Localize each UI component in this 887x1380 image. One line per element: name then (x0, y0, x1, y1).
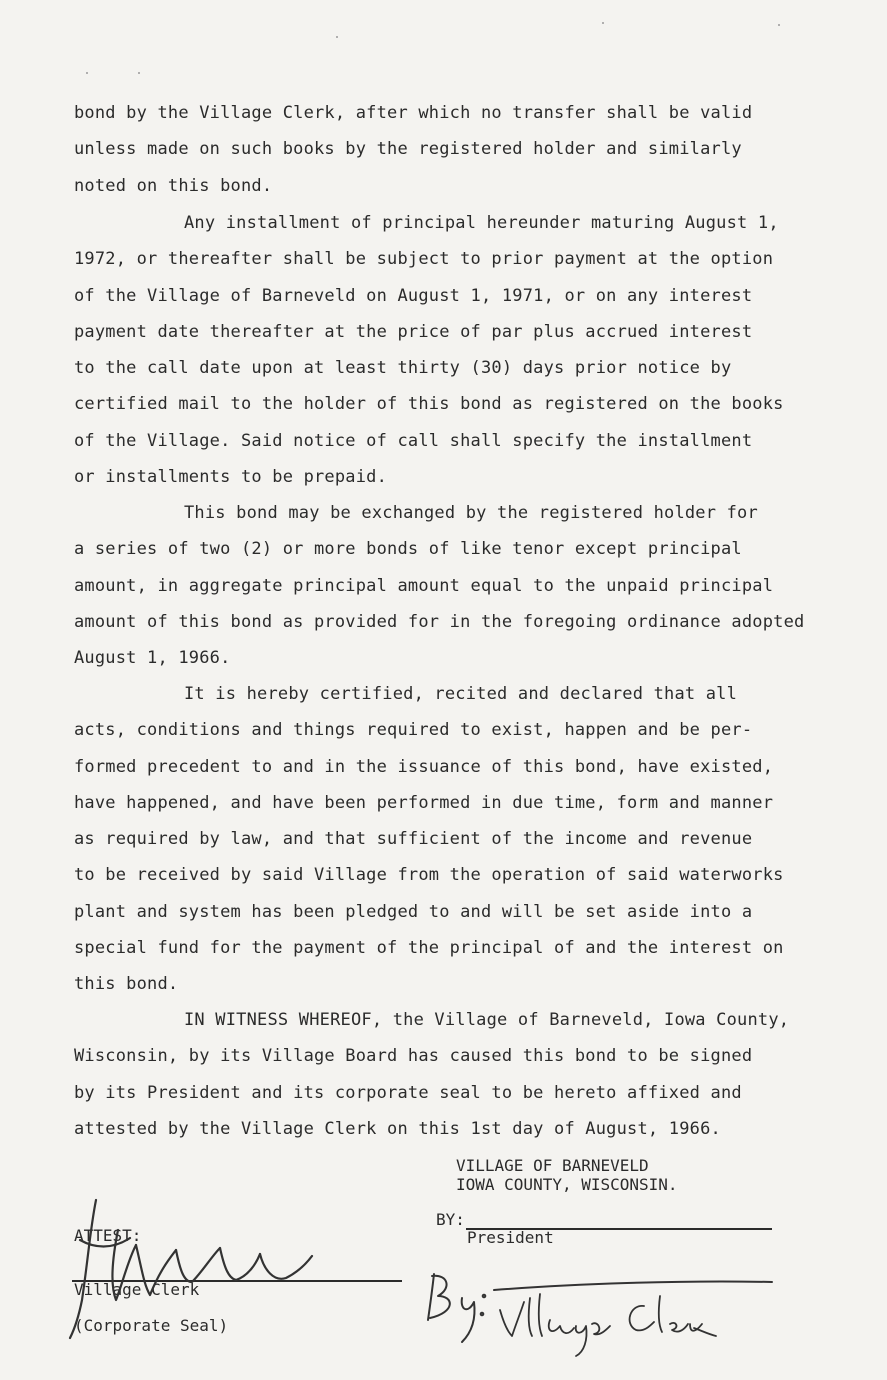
attest-label: ATTEST: (74, 1226, 142, 1245)
clerk-label: Village Clerk (74, 1280, 200, 1299)
scan-speck (86, 72, 88, 74)
text-line: a series of two (2) or more bonds of like tenor except principal (74, 539, 742, 560)
paragraph-exchange (74, 495, 804, 676)
text-line: It is hereby certified, recited and declared that all (184, 684, 738, 704)
text-line: amount, in aggregate principal amount equal to the unpaid principal (74, 575, 774, 596)
text-line: IN WITNESS WHEREOF, the Village of Barneveld, Iowa County, (184, 1010, 790, 1030)
text-line: formed precedent to and in the issuance of this bond, have existed, (74, 756, 774, 777)
text-line: this bond. (74, 974, 179, 995)
text-line: special fund for the payment of the principal of and the interest on (74, 938, 784, 959)
president-label: President (467, 1228, 554, 1247)
text-line: attested by the Village Clerk on this 1st day of August, 1966. (74, 1118, 721, 1139)
text-line: acts, conditions and things required to exist, happen and be per- (74, 720, 753, 741)
entity-name: VILLAGE OF BARNEVELD (456, 1156, 649, 1175)
entity-county: IOWA COUNTY, WISCONSIN. (456, 1175, 678, 1194)
scan-speck (336, 36, 338, 38)
text-line: Wisconsin, by its Village Board has caused this bond to be signed (74, 1046, 753, 1067)
text-line: bond by the Village Clerk, after which no transfer shall be valid (74, 103, 753, 123)
text-line: This bond may be exchanged by the registered holder for (184, 503, 758, 523)
paragraph-certification (74, 676, 784, 1003)
by-label: BY: (436, 1210, 465, 1229)
text-line: to the call date upon at least thirty (30) days prior notice by (74, 358, 732, 379)
text-line: noted on this bond. (74, 175, 273, 196)
handwritten-village-clerk (494, 1280, 724, 1360)
text-line: plant and system has been pledged to and will be set aside into a (74, 901, 753, 922)
text-line: have happened, and have been performed in due time, form and manner (74, 792, 774, 813)
corporate-seal-label: (Corporate Seal) (74, 1316, 229, 1335)
scan-speck (138, 72, 140, 74)
text-line: of the Village. Said notice of call shall specify the installment (74, 430, 753, 451)
paragraph-transfer (74, 95, 752, 204)
text-line: amount of this bond as provided for in the foregoing ordinance adopted (74, 611, 805, 632)
clerk-handwritten-signature (60, 1190, 330, 1340)
text-line: payment date thereafter at the price of par plus accrued interest (74, 321, 753, 342)
paragraph-prepayment (74, 205, 784, 495)
text-line: certified mail to the holder of this bond as registered on the books (74, 394, 784, 415)
text-line: Any installment of principal hereunder maturing August 1, (184, 213, 779, 233)
text-line: or installments to be prepaid. (74, 467, 388, 488)
text-line: August 1, 1966. (74, 648, 231, 669)
text-line: 1972, or thereafter shall be subject to prior payment at the option (74, 249, 774, 270)
text-line: to be received by said Village from the operation of said waterworks (74, 865, 784, 886)
text-line: of the Village of Barneveld on August 1, 1971, or on any interest (74, 285, 753, 306)
scan-speck (778, 24, 780, 26)
text-line: unless made on such books by the registered holder and similarly (74, 139, 742, 160)
paragraph-witness (74, 1002, 789, 1147)
text-line: as required by law, and that sufficient of the income and revenue (74, 829, 753, 850)
scan-speck (602, 22, 604, 24)
text-line: by its President and its corporate seal to be hereto affixed and (74, 1082, 742, 1103)
